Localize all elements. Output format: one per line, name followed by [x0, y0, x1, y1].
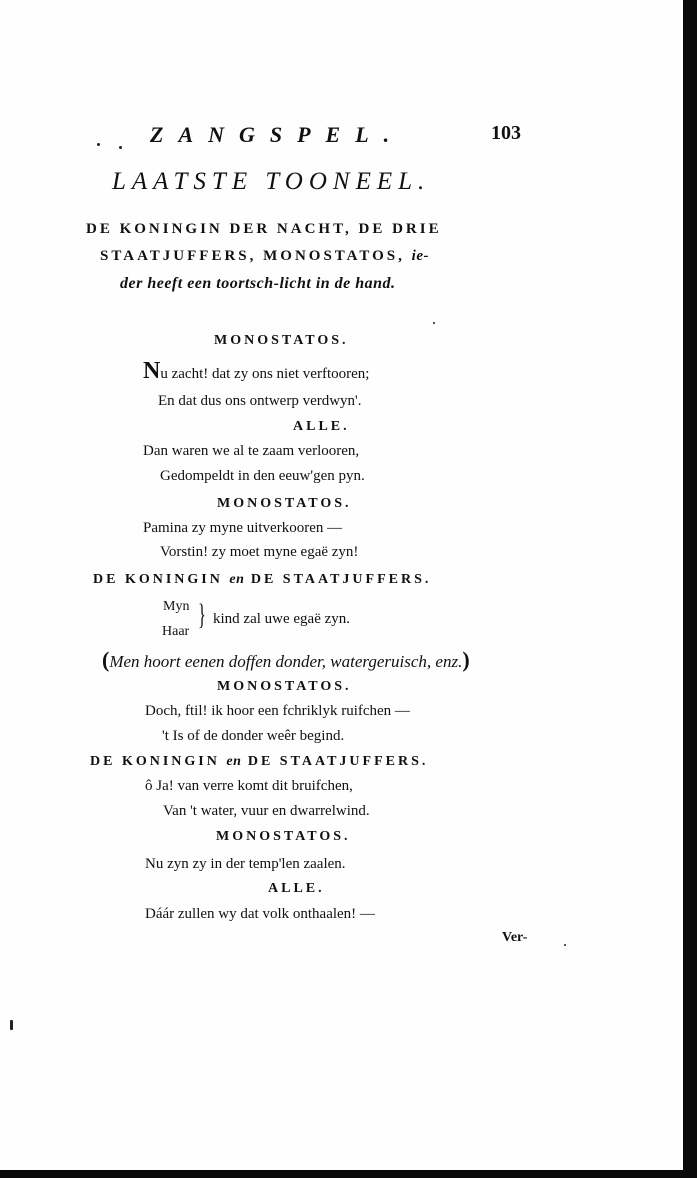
verse-line: Gedompeldt in den eeuw'gen pyn. — [160, 468, 365, 484]
parenthesis-close: ) — [462, 647, 470, 672]
verse-line: Dáár zullen wy dat volk onthaalen! — — [145, 906, 375, 922]
verse-line: Van 't water, vuur en dwarrelwind. — [163, 803, 370, 819]
verse-line: Nu zyn zy in der temp'len zaalen. — [145, 856, 346, 872]
speaker-alle: ALLE. — [268, 881, 325, 896]
brace-option-haar: Haar — [162, 624, 190, 639]
verse-line: Doch, ftil! ik hoor een fchriklyk ruifchen — — [145, 703, 410, 719]
speaker-part: DE KONINGIN — [90, 754, 220, 769]
parenthesis-open: ( — [102, 647, 110, 672]
speaker-monostatos: MONOSTATOS. — [217, 496, 352, 511]
verse-line: 't Is of de donder weêr begind. — [162, 728, 345, 744]
cast-line-2-italic: ie- — [411, 248, 429, 264]
speaker-conjunction: en — [226, 754, 242, 769]
cast-line-2-main: STAATJUFFERS, MONOSTATOS, — [100, 248, 405, 264]
speaker-part: DE STAATJUFFERS. — [247, 754, 429, 769]
running-head: ZANGSPEL. — [150, 122, 405, 147]
verse-line: Vorstin! zy moet myne egaë zyn! — [160, 544, 359, 560]
drop-cap: N — [143, 358, 161, 384]
ink-speck — [433, 322, 435, 324]
speaker-koningin-staatjuffers — [93, 572, 431, 588]
verse-line: Pamina zy myne uitverkooren — — [143, 520, 343, 536]
ink-speck — [97, 143, 100, 146]
verse-line: kind zal uwe egaë zyn. — [213, 611, 351, 627]
speaker-conjunction: en — [229, 572, 245, 587]
page-number: 103 — [491, 122, 521, 144]
stage-direction-text: Men hoort eenen doffen donder, watergeruisch, enz. — [109, 652, 463, 671]
cast-line-3: der heeft een toortsch-licht in de hand. — [120, 275, 396, 292]
speaker-monostatos: MONOSTATOS. — [217, 679, 352, 694]
speaker-koningin-staatjuffers — [90, 754, 428, 770]
verse-line: Dan waren we al te zaam verlooren, — [143, 443, 360, 459]
speaker-part: DE KONINGIN — [93, 572, 223, 587]
brace-option-myn: Myn — [163, 599, 190, 614]
speaker-part: DE STAATJUFFERS. — [250, 572, 432, 587]
ink-speck — [564, 944, 566, 946]
verse-line: ô Ja! van verre komt dit bruifchen, — [145, 778, 353, 794]
catchword: Ver- — [502, 930, 528, 945]
verse-line-text: u zacht! dat zy ons niet verftooren; — [160, 366, 370, 382]
stage-direction — [102, 647, 470, 673]
verse-line: En dat dus ons ontwerp verdwyn'. — [158, 393, 362, 409]
cast-line-1: DE KONINGIN DER NACHT, DE DRIE — [86, 221, 442, 237]
scene-title: LAATSTE TOONEEL. — [112, 168, 431, 195]
speaker-monostatos: MONOSTATOS. — [216, 829, 351, 844]
verse-line — [143, 358, 370, 384]
ink-speck — [10, 1020, 13, 1030]
speaker-alle: ALLE. — [293, 419, 350, 434]
speaker-monostatos: MONOSTATOS. — [214, 333, 349, 348]
cast-line-2 — [100, 248, 429, 265]
curly-brace: } — [198, 598, 206, 631]
ink-speck — [119, 146, 122, 149]
